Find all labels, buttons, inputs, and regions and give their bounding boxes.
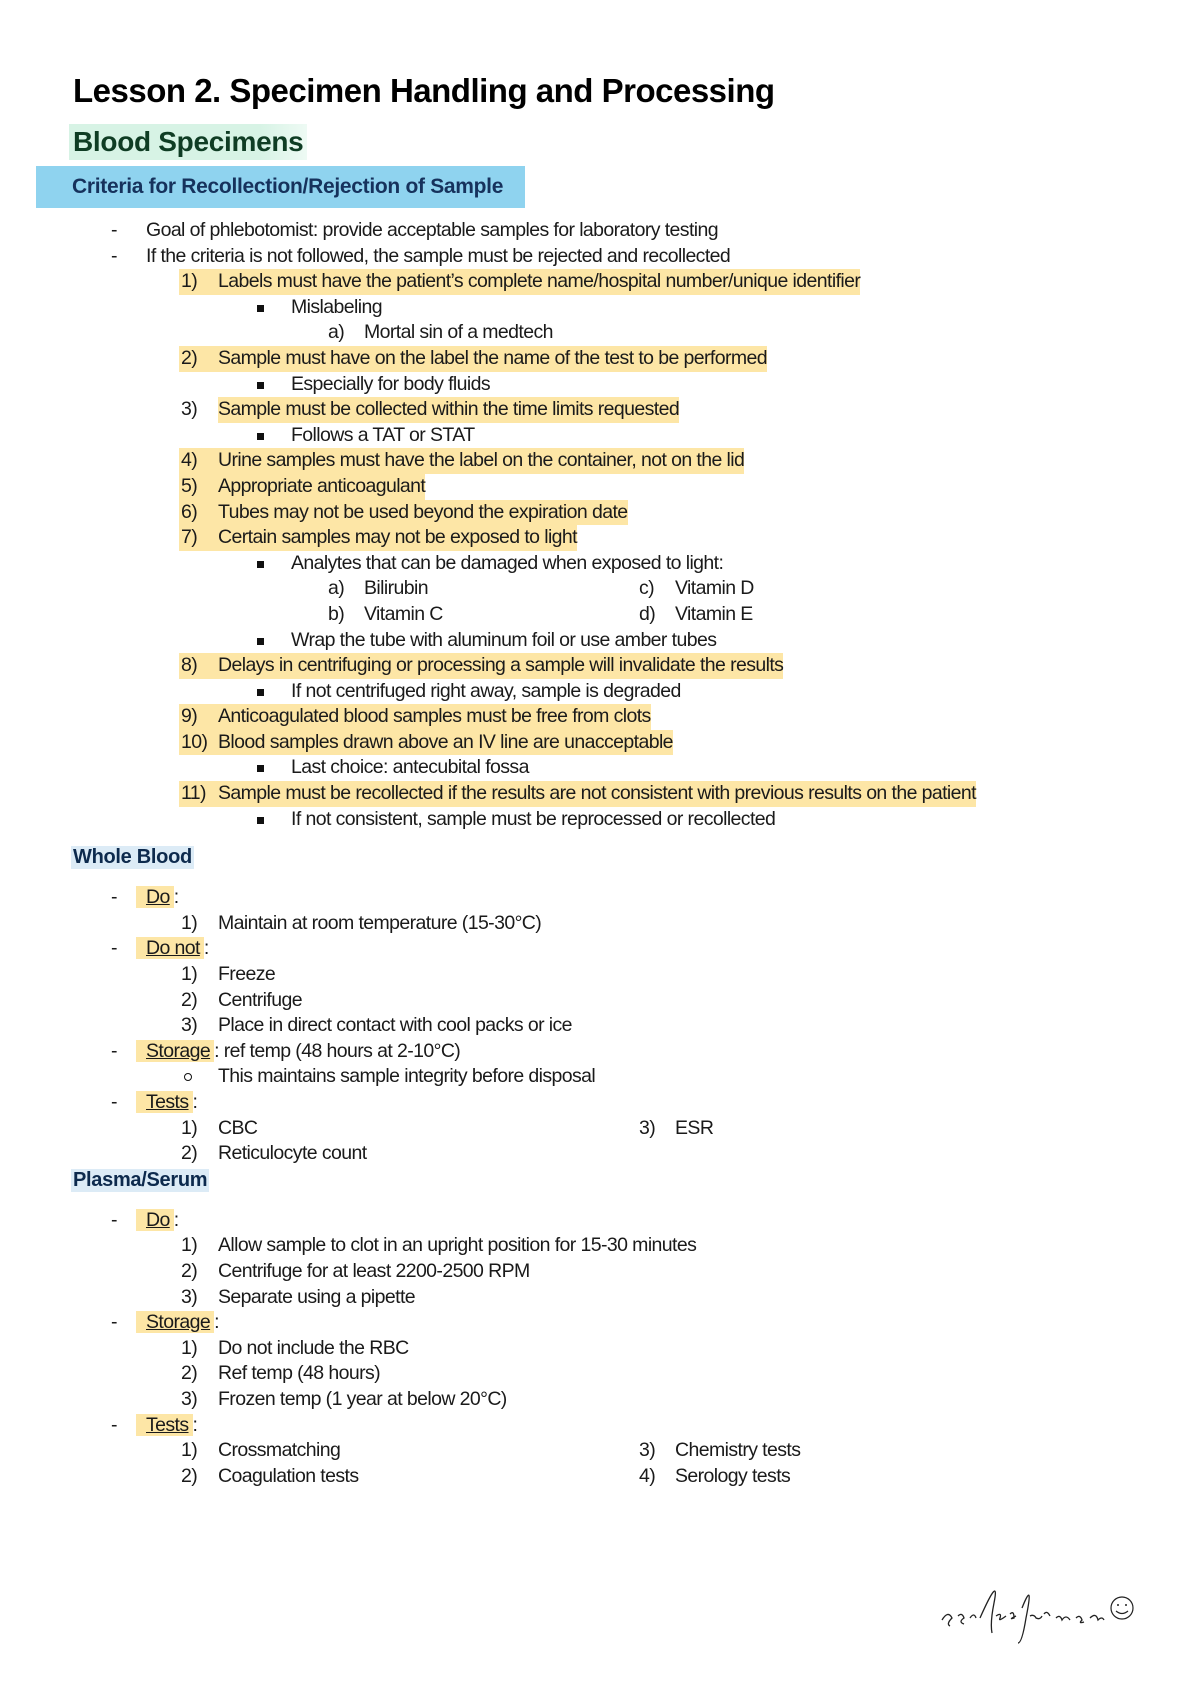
criteria-heading: Criteria for Recollection/Rejection of Sample: [36, 166, 525, 208]
list-item: a) Mortal sin of a medtech: [328, 321, 553, 344]
list-item: Mislabeling: [73, 295, 1133, 321]
criteria-item: 8) Delays in centrifuging or processing a sample will invalidate the results: [73, 653, 1133, 679]
test-row: 1) CBC 3) ESR: [181, 1116, 714, 1139]
list-item: Last choice: antecubital fossa: [73, 755, 1133, 781]
plasma-heading: Plasma/Serum: [73, 1168, 208, 1191]
analyte-row: a) Bilirubin c) Vitamin D: [328, 577, 754, 600]
criteria-item: 6) Tubes may not be used beyond the expiration date: [73, 500, 1133, 526]
document-page: [73, 72, 1133, 1489]
test-row: 2) Reticulocyte count: [181, 1142, 367, 1165]
criteria-item: 2) Sample must have on the label the name of the test to be performed: [73, 346, 1133, 372]
list-item: - Tests :: [111, 1091, 198, 1113]
list-item: If not consistent, sample must be reprocessed or recollected: [73, 807, 1133, 833]
list-item: - Goal of phlebotomist: provide acceptable samples for laboratory testing: [111, 219, 718, 241]
list-item: 3) Separate using a pipette: [181, 1285, 416, 1308]
criteria-list: [73, 218, 1133, 832]
test-row: 2) Coagulation tests 4) Serology tests: [181, 1464, 791, 1487]
page-title: Lesson 2. Specimen Handling and Processing: [73, 72, 775, 109]
section-heading: Blood Specimens: [69, 124, 307, 160]
analyte-row: b) Vitamin C d) Vitamin E: [328, 602, 753, 625]
list-item: This maintains sample integrity before disposal: [73, 1064, 1133, 1090]
criteria-item: 1) Labels must have the patient’s complete name/hospital number/unique identifier: [73, 269, 1133, 295]
list-item: - Storage :: [111, 1311, 219, 1334]
list-item: - Do :: [111, 886, 179, 909]
criteria-item: 9) Anticoagulated blood samples must be free from clots: [73, 704, 1133, 730]
list-item: 2) Ref temp (48 hours): [181, 1362, 381, 1385]
plasma-list: [73, 1208, 1133, 1490]
list-item: 1) Freeze: [181, 963, 276, 986]
list-item: Especially for body fluids: [73, 372, 1133, 398]
list-item: - Storage : ref temp (48 hours at 2-10°C): [111, 1039, 461, 1062]
list-item: Analytes that can be damaged when exposed to light:: [73, 551, 1133, 577]
list-item: Wrap the tube with aluminum foil or use amber tubes: [73, 628, 1133, 654]
list-item: Follows a TAT or STAT: [73, 423, 1133, 449]
list-item: If not centrifuged right away, sample is degraded: [73, 679, 1133, 705]
whole-blood-list: [73, 885, 1133, 1167]
list-item: - Do :: [111, 1208, 179, 1231]
list-item: - Do not :: [111, 937, 209, 960]
criteria-item: 10) Blood samples drawn above an IV line are unacceptable: [73, 730, 1133, 756]
signature-logo: [940, 1578, 1140, 1648]
test-row: 1) Crossmatching 3) Chemistry tests: [181, 1439, 801, 1462]
list-item: 3) Place in direct contact with cool packs or ice: [181, 1014, 572, 1037]
criteria-item: 11) Sample must be recollected if the results are not consistent with previous results on the patient: [73, 781, 1133, 807]
whole-blood-heading: Whole Blood: [73, 846, 192, 869]
list-item: - If the criteria is not followed, the sample must be rejected and recollected: [111, 244, 731, 267]
list-item: 3) Frozen temp (1 year at below 20°C): [181, 1387, 507, 1410]
criteria-item: 4) Urine samples must have the label on the container, not on the lid: [73, 448, 1133, 474]
criteria-item: 5) Appropriate anticoagulant: [73, 474, 1133, 500]
list-item: 2) Centrifuge: [181, 988, 302, 1011]
list-item: 1) Allow sample to clot in an upright position for 15-30 minutes: [181, 1234, 697, 1257]
list-item: 1) Maintain at room temperature (15-30°C): [181, 911, 542, 934]
criteria-item: 7) Certain samples may not be exposed to light: [73, 525, 1133, 551]
criteria-item: 3) Sample must be collected within the time limits requested: [73, 397, 1133, 423]
list-item: - Tests :: [111, 1413, 198, 1436]
list-item: 2) Centrifuge for at least 2200-2500 RPM: [181, 1259, 530, 1282]
list-item: 1) Do not include the RBC: [181, 1336, 409, 1359]
